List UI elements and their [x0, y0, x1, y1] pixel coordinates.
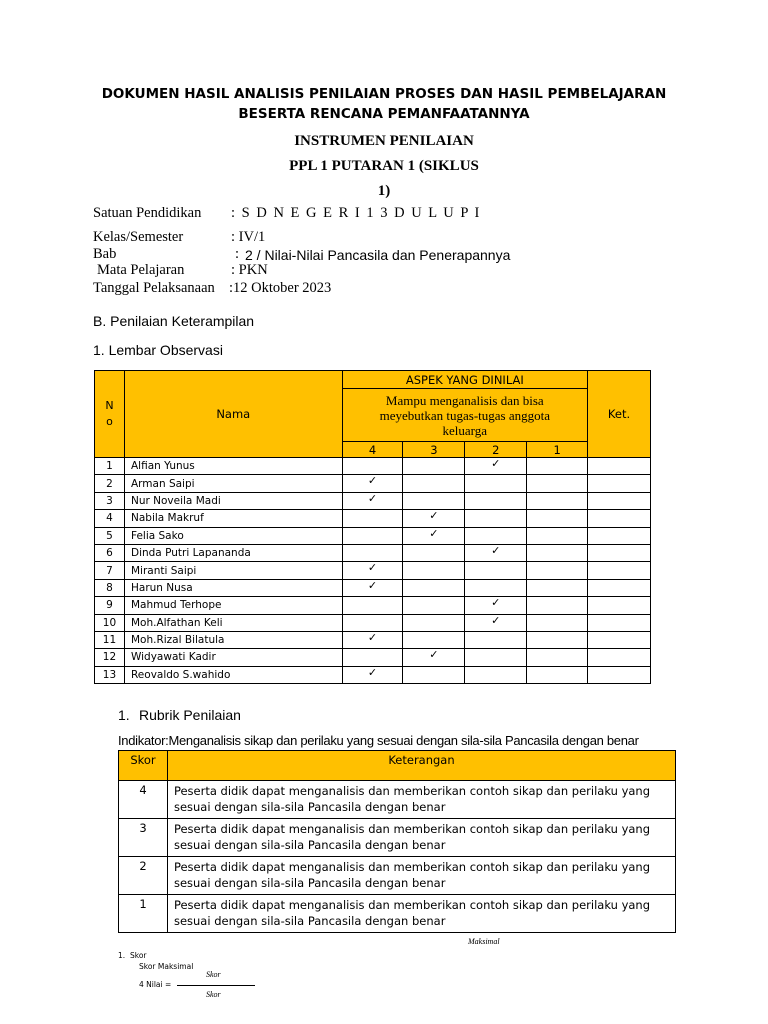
score-2-cell: [465, 649, 527, 666]
section-b-heading: B. Penilaian Keterampilan: [93, 313, 255, 329]
row-no: 1: [95, 458, 125, 475]
rubric-skor: 4: [119, 781, 168, 819]
score-1-cell: [527, 458, 588, 475]
check-icon: ✓: [367, 491, 378, 505]
observation-table: [94, 370, 651, 684]
row-no: 6: [95, 544, 125, 561]
section-1-heading: 1. Lembar Observasi: [93, 342, 223, 358]
row-ket: [588, 579, 651, 596]
row-no: 13: [95, 666, 125, 683]
check-icon: ✓: [429, 509, 439, 523]
rubric-heading: Rubrik Penilaian: [139, 707, 241, 723]
info-kelas-value: : IV/1: [231, 229, 266, 245]
header-no: N o: [95, 371, 125, 458]
row-ket: [588, 597, 651, 614]
info-bab-colon: :: [235, 246, 240, 262]
score-4-cell: [342, 544, 403, 561]
formula-numerator: Skor: [206, 970, 221, 979]
score-3-cell: [403, 510, 465, 527]
formula-nilai: 4 Nilai =: [139, 980, 172, 989]
score-4-cell: [342, 492, 403, 509]
header-score-4: 4: [342, 442, 403, 458]
formula-list-num: 1.: [118, 951, 126, 960]
score-1-cell: [527, 614, 588, 631]
check-icon: ✓: [367, 578, 378, 592]
info-satuan-value: : S D N E G E R I 1 3 D U L U P I: [231, 205, 481, 221]
score-3-cell: [403, 492, 465, 509]
rubric-header-skor: Skor: [119, 751, 168, 781]
doc-title-line2: BESERTA RENCANA PEMANFAATANNYA: [238, 106, 530, 122]
score-1-cell: [527, 666, 588, 683]
score-4-cell: [342, 579, 403, 596]
doc-title-line1: DOKUMEN HASIL ANALISIS PENILAIAN PROSES DAN HASIL PEMBELAJARAN: [101, 86, 667, 102]
row-ket: [588, 562, 651, 579]
row-ket: [588, 475, 651, 492]
score-2-cell: [465, 562, 527, 579]
score-3-cell: [403, 458, 465, 475]
row-nama: Moh.Alfathan Keli: [124, 614, 342, 631]
score-2-cell: [465, 492, 527, 509]
row-nama: Widyawati Kadir: [124, 649, 342, 666]
header-aspek-desc: Mampu menganalisis dan bisa meyebutkan tugas-tugas anggota keluarga: [342, 389, 588, 442]
score-1-cell: [527, 510, 588, 527]
score-2-cell: [465, 510, 527, 527]
score-4-cell: [342, 458, 403, 475]
formula-denominator: Skor: [206, 990, 221, 999]
row-no: 8: [95, 579, 125, 596]
score-2-cell: [465, 579, 527, 596]
header-aspek: ASPEK YANG DINILAI: [342, 371, 588, 389]
score-2-cell: [465, 631, 527, 648]
rubric-row: [119, 895, 676, 933]
score-1-cell: [527, 631, 588, 648]
score-2-cell: [465, 544, 527, 561]
score-1-cell: [527, 562, 588, 579]
check-icon: ✓: [429, 648, 439, 662]
row-no: 12: [95, 649, 125, 666]
check-icon: ✓: [367, 474, 378, 488]
row-ket: [588, 544, 651, 561]
score-3-cell: [403, 579, 465, 596]
score-2-cell: [465, 475, 527, 492]
check-icon: ✓: [367, 665, 378, 679]
row-ket: [588, 458, 651, 475]
row-ket: [588, 614, 651, 631]
row-nama: Nabila Makruf: [124, 510, 342, 527]
score-1-cell: [527, 597, 588, 614]
rubric-table: [118, 750, 676, 933]
row-no: 10: [95, 614, 125, 631]
row-nama: Harun Nusa: [124, 579, 342, 596]
score-3-cell: [403, 649, 465, 666]
row-no: 3: [95, 492, 125, 509]
info-satuan-label: Satuan Pendidikan: [93, 205, 202, 221]
score-4-cell: [342, 510, 403, 527]
score-4-cell: [342, 649, 403, 666]
row-ket: [588, 649, 651, 666]
rubric-keterangan: Peserta didik dapat menganalisis dan memberikan contoh sikap dan perilaku yang sesuai dengan sila-sila Pancasila dengan benar: [167, 895, 675, 933]
table-row: [95, 475, 651, 492]
info-tanggal-label: Tanggal Pelaksanaan: [93, 280, 215, 296]
row-no: 4: [95, 510, 125, 527]
rubric-skor: 1: [119, 895, 168, 933]
score-1-cell: [527, 475, 588, 492]
table-row: [95, 562, 651, 579]
table-row: [95, 492, 651, 509]
row-ket: [588, 631, 651, 648]
rubric-skor: 2: [119, 857, 168, 895]
check-icon: ✓: [429, 526, 439, 540]
row-nama: Arman Saipi: [124, 475, 342, 492]
row-no: 7: [95, 562, 125, 579]
formula-skor: Skor: [130, 951, 147, 960]
row-nama: Felia Sako: [124, 527, 342, 544]
score-1-cell: [527, 492, 588, 509]
score-4-cell: [342, 666, 403, 683]
score-4-cell: [342, 562, 403, 579]
score-1-cell: [527, 649, 588, 666]
score-3-cell: [403, 597, 465, 614]
row-no: 5: [95, 527, 125, 544]
info-bab-value: 2 / Nilai-Nilai Pancasila dan Penerapannya: [245, 247, 511, 263]
row-ket: [588, 666, 651, 683]
score-1-cell: [527, 527, 588, 544]
rubric-header-ket: Keterangan: [167, 751, 675, 781]
score-1-cell: [527, 579, 588, 596]
score-4-cell: [342, 631, 403, 648]
check-icon: ✓: [367, 561, 378, 575]
row-ket: [588, 510, 651, 527]
rubric-keterangan: Peserta didik dapat menganalisis dan memberikan contoh sikap dan perilaku yang sesuai dengan sila-sila Pancasila dengan benar: [167, 819, 675, 857]
table-row: [95, 579, 651, 596]
check-icon: ✓: [491, 543, 501, 557]
row-no: 2: [95, 475, 125, 492]
score-4-cell: [342, 475, 403, 492]
row-nama: Mahmud Terhope: [124, 597, 342, 614]
info-mapel-value: : PKN: [231, 262, 268, 278]
score-3-cell: [403, 631, 465, 648]
score-1-cell: [527, 544, 588, 561]
rubric-row: [119, 781, 676, 819]
score-4-cell: [342, 527, 403, 544]
score-3-cell: [403, 527, 465, 544]
info-mapel-label: Mata Pelajaran: [97, 262, 185, 278]
rubric-row: [119, 819, 676, 857]
header-score-1: 1: [527, 442, 588, 458]
table-row: [95, 527, 651, 544]
rubric-row: [119, 857, 676, 895]
table-row: [95, 614, 651, 631]
table-row: [95, 458, 651, 475]
table-row: [95, 631, 651, 648]
header-score-3: 3: [403, 442, 465, 458]
row-nama: Dinda Putri Lapananda: [124, 544, 342, 561]
score-2-cell: [465, 597, 527, 614]
row-no: 9: [95, 597, 125, 614]
rubric-skor: 3: [119, 819, 168, 857]
header-score-2: 2: [465, 442, 527, 458]
score-4-cell: [342, 597, 403, 614]
header-ket: Ket.: [588, 371, 651, 458]
row-nama: Alfian Yunus: [124, 458, 342, 475]
row-nama: Moh.Rizal Bilatula: [124, 631, 342, 648]
doc-subtitle2b: 1): [377, 183, 391, 199]
score-3-cell: [403, 614, 465, 631]
score-3-cell: [403, 666, 465, 683]
doc-subtitle2a: PPL 1 PUTARAN 1 (SIKLUS: [289, 158, 479, 174]
score-4-cell: [342, 614, 403, 631]
table-row: [95, 597, 651, 614]
rubric-heading-num: 1.: [118, 707, 130, 723]
score-2-cell: [465, 458, 527, 475]
header-nama: Nama: [124, 371, 342, 458]
info-kelas-label: Kelas/Semester: [93, 229, 184, 245]
formula-fraction-line: [177, 985, 255, 986]
row-nama: Reovaldo S.wahido: [124, 666, 342, 683]
formula-maksimal: Maksimal: [468, 937, 500, 946]
score-2-cell: [465, 527, 527, 544]
table-row: [95, 649, 651, 666]
indikator-text: Indikator:Menganalisis sikap dan perilaku yang sesuai dengan sila-sila Pancasila dengan benar: [118, 733, 639, 748]
rubric-keterangan: Peserta didik dapat menganalisis dan memberikan contoh sikap dan perilaku yang sesuai dengan sila-sila Pancasila dengan benar: [167, 857, 675, 895]
check-icon: ✓: [367, 630, 378, 644]
row-nama: Nur Noveila Madi: [124, 492, 342, 509]
check-icon: ✓: [491, 596, 501, 610]
score-2-cell: [465, 666, 527, 683]
table-row: [95, 666, 651, 683]
score-3-cell: [403, 544, 465, 561]
check-icon: ✓: [491, 457, 501, 470]
row-no: 11: [95, 631, 125, 648]
doc-subtitle1: INSTRUMEN PENILAIAN: [294, 133, 474, 149]
row-nama: Miranti Saipi: [124, 562, 342, 579]
score-2-cell: [465, 614, 527, 631]
table-row: [95, 544, 651, 561]
row-ket: [588, 527, 651, 544]
table-row: [95, 510, 651, 527]
check-icon: ✓: [491, 613, 501, 627]
formula-skor-maksimal: Skor Maksimal: [139, 962, 194, 971]
info-bab-label: Bab: [93, 246, 117, 262]
score-3-cell: [403, 562, 465, 579]
row-ket: [588, 492, 651, 509]
score-3-cell: [403, 475, 465, 492]
info-tanggal-value: :12 Oktober 2023: [229, 280, 332, 296]
rubric-keterangan: Peserta didik dapat menganalisis dan memberikan contoh sikap dan perilaku yang sesuai dengan sila-sila Pancasila dengan benar: [167, 781, 675, 819]
